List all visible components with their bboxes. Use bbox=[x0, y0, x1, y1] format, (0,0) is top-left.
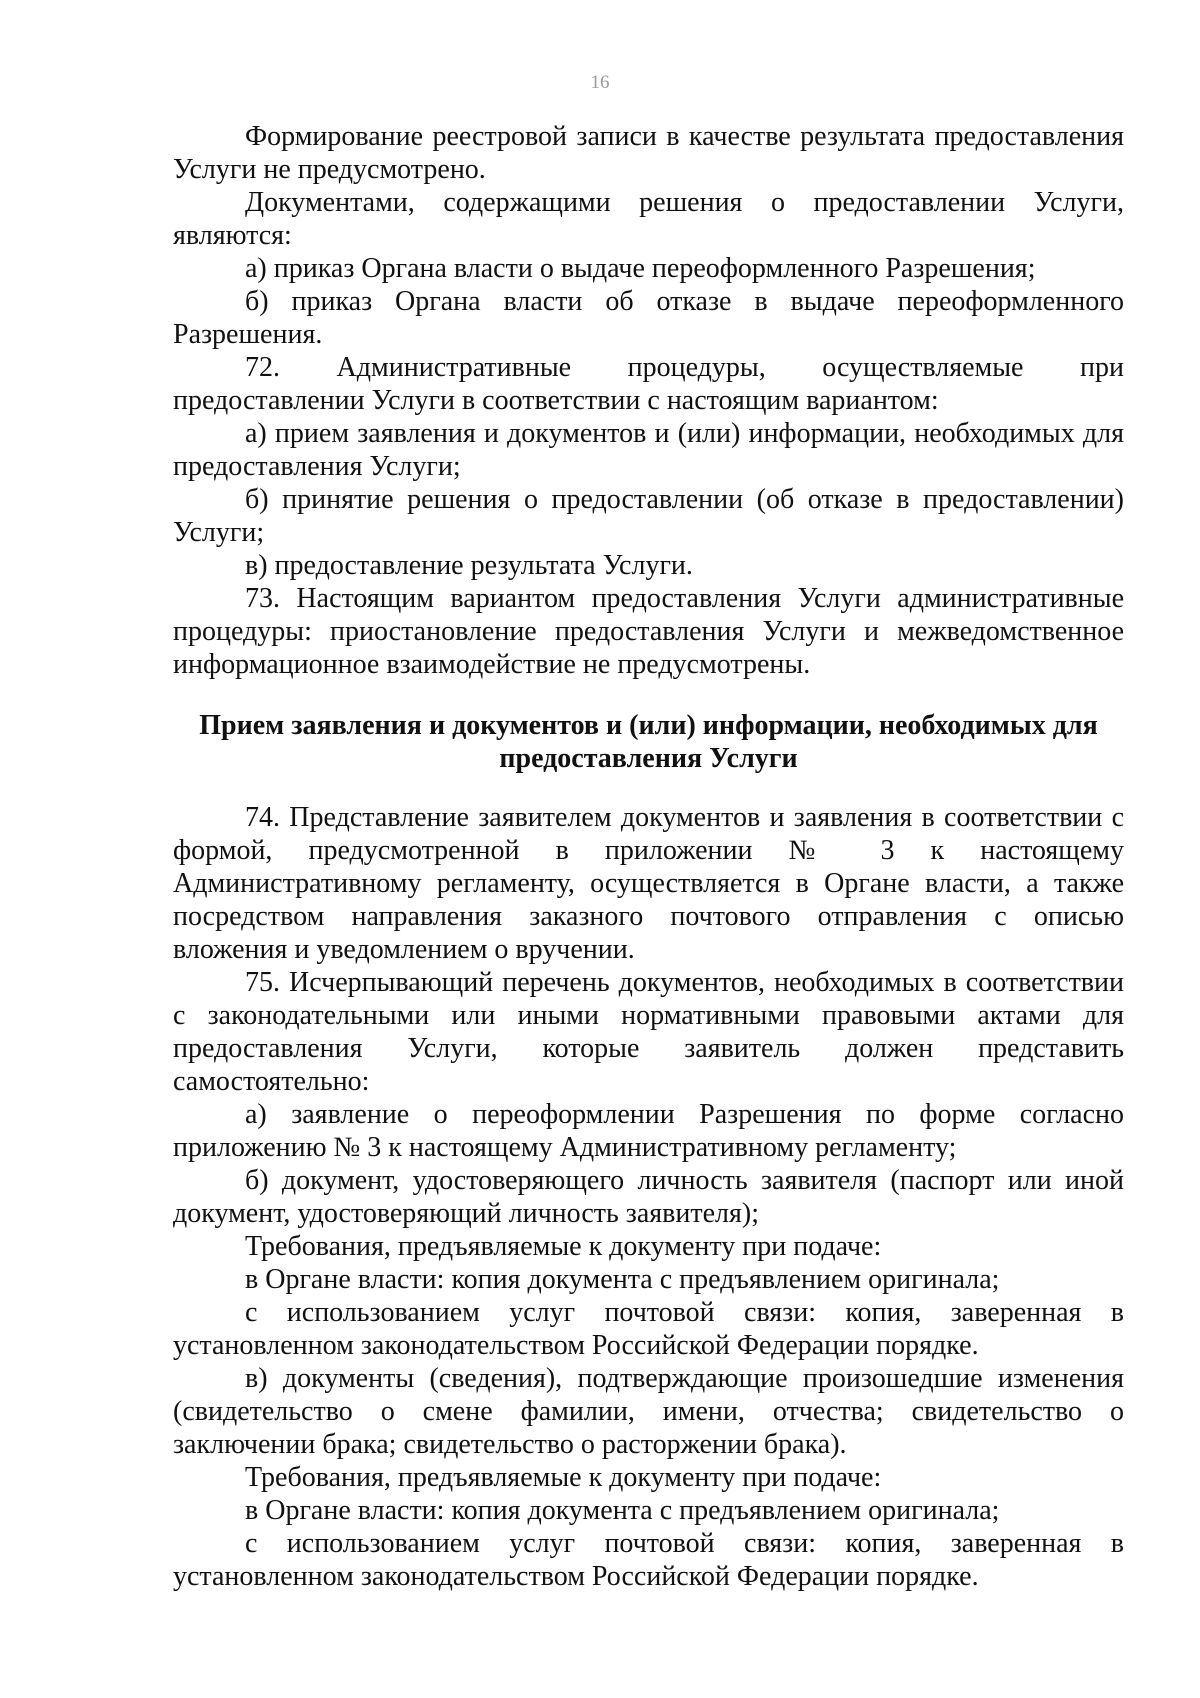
paragraph-registry-entry: Формирование реестровой записи в качестве результата предоставления Услуги не предусмотрено. bbox=[173, 121, 1124, 185]
document-body bbox=[173, 120, 1124, 1593]
paragraph-73: 73. Настоящим вариантом предоставления Услуги административные процедуры: приостановление предоставления Услуги и межведомственное информационное взаимодействие не предусмотрены. bbox=[173, 583, 1124, 680]
list-item-a: а) приказ Органа власти о выдаче переоформленного Разрешения; bbox=[245, 253, 1036, 284]
paragraph-75: 75. Исчерпывающий перечень документов, необходимых в соответствии с законодательными или иными нормативными правовыми актами для предоставления Услуги, которые заявитель должен представить самостоятельно: bbox=[173, 967, 1124, 1097]
section-heading-line-2: предоставления Услуги bbox=[499, 743, 798, 774]
paragraph-in-authority: в Органе власти: копия документа с предъявлением оригинала; bbox=[245, 1495, 1000, 1526]
list-item-a: а) заявление о переоформлении Разрешения по форме согласно приложению № 3 к настоящему Административному регламенту; bbox=[173, 1099, 1124, 1163]
paragraph-in-authority: в Органе власти: копия документа с предъявлением оригинала; bbox=[245, 1264, 1000, 1295]
list-item-v: в) предоставление результата Услуги. bbox=[245, 550, 693, 581]
section-heading-line-1: Прием заявления и документов и (или) информации, необходимых для bbox=[199, 710, 1098, 741]
list-item-v: в) документы (сведения), подтверждающие произошедшие изменения (свидетельство о смене фамилии, имени, отчества; свидетельство о заключении брака; свидетельство о расторжении брака). bbox=[173, 1363, 1124, 1460]
page-number: 16 bbox=[590, 72, 610, 93]
paragraph-requirements: Требования, предъявляемые к документу при подаче: bbox=[245, 1462, 882, 1493]
section-heading bbox=[173, 709, 1124, 775]
section-outcome-procedures bbox=[173, 120, 1124, 681]
paragraph-postal: с использованием услуг почтовой связи: копия, заверенная в установленном законодательством Российской Федерации порядке. bbox=[173, 1297, 1124, 1361]
paragraph-postal: с использованием услуг почтовой связи: копия, заверенная в установленном законодательством Российской Федерации порядке. bbox=[173, 1528, 1124, 1592]
paragraph-74: 74. Представление заявителем документов и заявления в соответствии с формой, предусмотренной в приложении № 3 к настоящему Административному регламенту, осуществляется в Органе власти, а также посредством направления заказного почтового отправления с описью вложения и уведомлением о вручении. bbox=[173, 802, 1124, 965]
paragraph-72: 72. Административные процедуры, осуществляемые при предоставлении Услуги в соответствии с настоящим вариантом: bbox=[173, 352, 1124, 416]
list-item-b: б) приказ Органа власти об отказе в выдаче переоформленного Разрешения. bbox=[173, 286, 1124, 350]
list-item-b: б) документ, удостоверяющего личность заявителя (паспорт или иной документ, удостоверяющий личность заявителя); bbox=[173, 1165, 1124, 1229]
paragraph-decision-documents: Документами, содержащими решения о предоставлении Услуги, являются: bbox=[173, 187, 1124, 251]
list-item-a: а) прием заявления и документов и (или) информации, необходимых для предоставления Услуги; bbox=[173, 418, 1124, 482]
list-item-b: б) принятие решения о предоставлении (об отказе в предоставлении) Услуги; bbox=[173, 484, 1124, 548]
section-application-receipt bbox=[173, 801, 1124, 1593]
paragraph-requirements: Требования, предъявляемые к документу при подаче: bbox=[245, 1231, 882, 1262]
